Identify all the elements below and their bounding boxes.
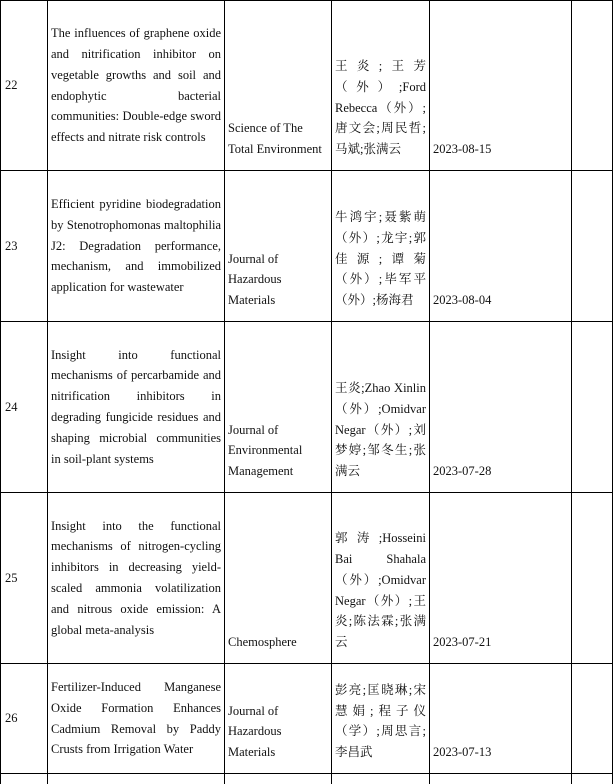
blank-cell bbox=[430, 774, 572, 784]
blank-cell bbox=[572, 322, 613, 493]
paper-title: Efficient pyridine biodegradation by Stenotrophomonas maltophilia J2: Degradation performance, mechanism, and immobilized application for wastewater bbox=[48, 171, 225, 322]
row-number: 22 bbox=[1, 1, 48, 171]
table-row bbox=[1, 1, 613, 171]
journal-name: Journal of Environmental Management bbox=[225, 322, 332, 493]
row-number: 24 bbox=[1, 322, 48, 493]
author-list: 王炎;Zhao Xinlin（外）;Omidvar Negar（外）;刘梦婷;邹冬生;张满云 bbox=[332, 322, 430, 493]
paper-title: The influences of graphene oxide and nitrification inhibitor on vegetable growths and soil and endophytic bacterial communities: Double-edge sword effects and nitrate risk controls bbox=[48, 1, 225, 171]
author-list: 彭亮;匡晓琳;宋慧娟;程子仪（学）;周思言;李昌武 bbox=[332, 664, 430, 774]
row-number: 25 bbox=[1, 493, 48, 664]
author-list: 牛鸿宇;聂紫萌（外）;龙宇;郭佳源;谭菊（外）;毕军平（外）;杨海君 bbox=[332, 171, 430, 322]
row-number: 23 bbox=[1, 171, 48, 322]
journal-name: Science of The Total Environment bbox=[225, 1, 332, 171]
paper-title: Insight into functional mechanisms of percarbamide and nitrification inhibitors in degrading fungicide residues and shaping microbial communities in soil-plant systems bbox=[48, 322, 225, 493]
publish-date: 2023-07-28 bbox=[430, 322, 572, 493]
author-list: 王炎;王芳（外）;Ford Rebecca（外）;唐文会;周民哲;马斌;张满云 bbox=[332, 1, 430, 171]
paper-title: Fertilizer-Induced Manganese Oxide Formation Enhances Cadmium Removal by Paddy Crusts from Irrigation Water bbox=[48, 664, 225, 774]
publish-date: 2023-07-13 bbox=[430, 664, 572, 774]
blank-cell bbox=[572, 774, 613, 784]
table-row-partial bbox=[1, 774, 613, 784]
table-row bbox=[1, 171, 613, 322]
author-list: 郭涛;Hosseini Bai Shahala（外）;Omidvar Negar（外）;王炎;陈法霖;张满云 bbox=[332, 493, 430, 664]
table-row bbox=[1, 664, 613, 774]
blank-cell bbox=[572, 664, 613, 774]
journal-name: Journal of Hazardous Materials bbox=[225, 171, 332, 322]
table-row bbox=[1, 322, 613, 493]
blank-cell bbox=[225, 774, 332, 784]
blank-cell bbox=[572, 493, 613, 664]
publish-date: 2023-08-04 bbox=[430, 171, 572, 322]
publish-date: 2023-08-15 bbox=[430, 1, 572, 171]
journal-name: Journal of Hazardous Materials bbox=[225, 664, 332, 774]
table-row bbox=[1, 493, 613, 664]
blank-cell bbox=[572, 171, 613, 322]
blank-cell bbox=[48, 774, 225, 784]
blank-cell bbox=[1, 774, 48, 784]
blank-cell bbox=[572, 1, 613, 171]
publish-date: 2023-07-21 bbox=[430, 493, 572, 664]
blank-cell bbox=[332, 774, 430, 784]
journal-name: Chemosphere bbox=[225, 493, 332, 664]
paper-title: Insight into the functional mechanisms of nitrogen-cycling inhibitors in decreasing yield-scaled ammonia volatilization and nitrous oxide emission: A global meta-analysis bbox=[48, 493, 225, 664]
row-number: 26 bbox=[1, 664, 48, 774]
